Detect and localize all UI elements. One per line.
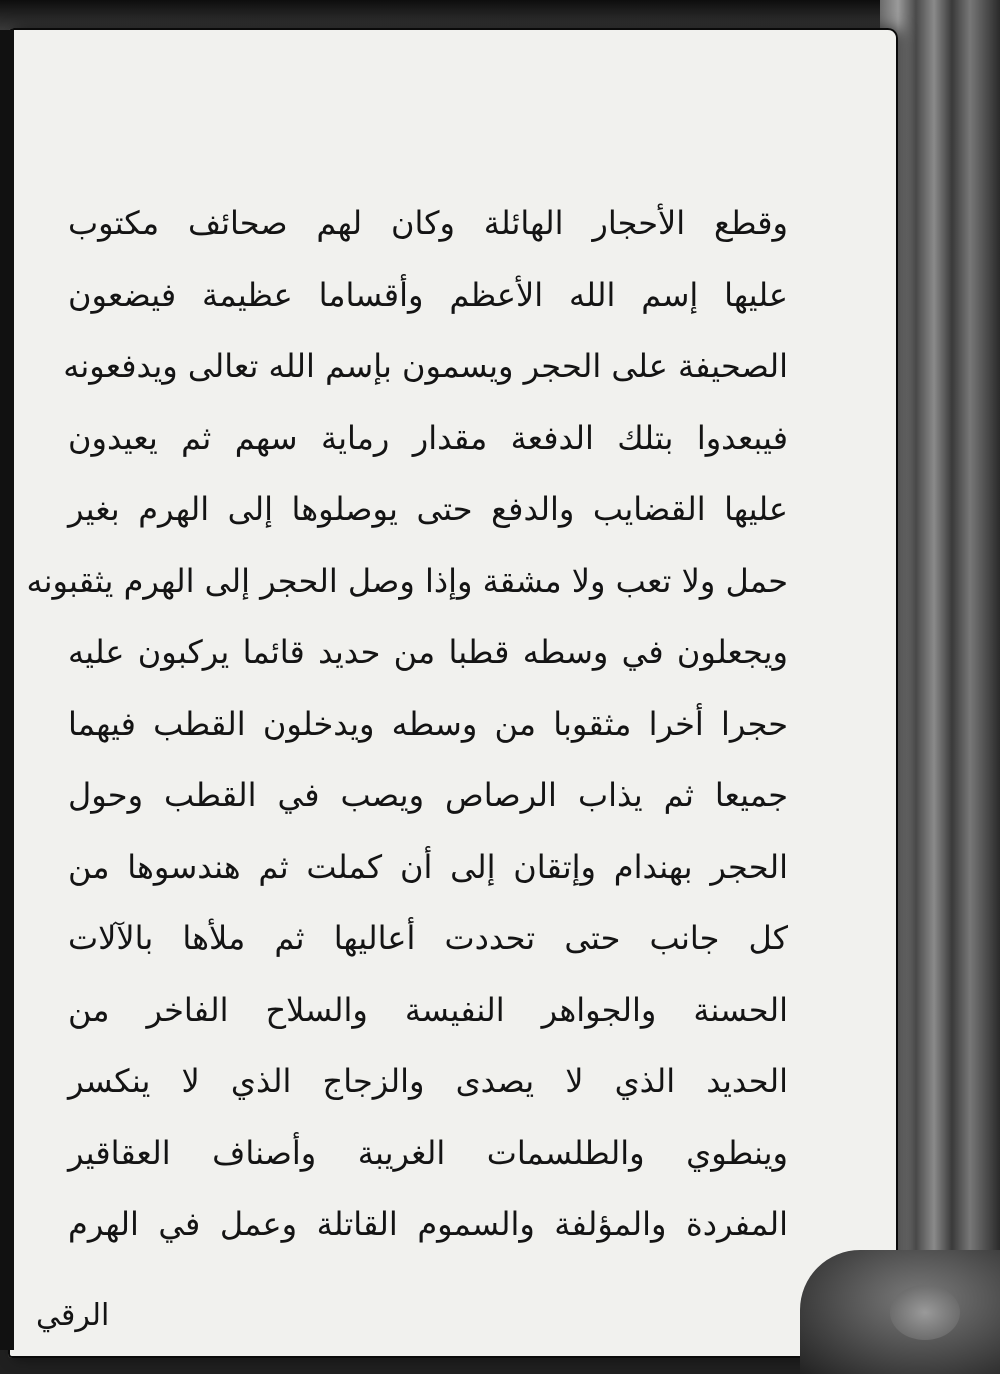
text-line: الصحيفة على الحجر ويسمون بإسم الله تعالى ويدفعونه	[63, 347, 788, 385]
page-stack-edges	[880, 0, 1000, 1374]
scan-left-edge	[0, 30, 14, 1350]
text-line: الحسنة والجواهر النفيسة والسلاح الفاخر من	[68, 990, 788, 1029]
text-line: وينطوي والطلسمات الغريبة وأصناف العقاقير	[68, 1133, 788, 1172]
thumb-nail	[890, 1285, 960, 1340]
text-line: حمل ولا تعب ولا مشقة وإذا وصل الحجر إلى الهرم يثقبونه	[26, 561, 788, 600]
text-line: كل جانب حتى تحددت أعاليها ثم ملأها بالآلات	[68, 919, 788, 957]
manuscript-text-block	[26, 188, 788, 1261]
text-line: الحجر بهندام وإتقان إلى أن كملت ثم هندسوها من	[68, 847, 788, 886]
text-line: الحديد الذي لا يصدى والزجاج الذي لا ينكسر	[68, 1062, 788, 1100]
text-line: وقطع الأحجار الهائلة وكان لهم صحائف مكتوب	[68, 204, 788, 242]
text-line: جميعا ثم يذاب الرصاص ويصب في القطب وحول	[68, 776, 788, 814]
text-line: حجرا أخرا مثقوبا من وسطه ويدخلون القطب فيهما	[68, 704, 788, 743]
text-line: عليها القضايب والدفع حتى يوصلوها إلى الهرم بغير	[68, 490, 788, 528]
scan-top-edge	[0, 0, 1000, 30]
catchword: الرقي	[36, 1298, 110, 1333]
text-line: ويجعلون في وسطه قطبا من حديد قائما يركبون عليه	[68, 633, 788, 671]
text-line: عليها إسم الله الأعظم وأقساما عظيمة فيضعون	[68, 275, 788, 314]
text-line: المفردة والمؤلفة والسموم القاتلة وعمل في الهرم	[68, 1205, 788, 1243]
text-line: فيبعدوا بتلك الدفعة مقدار رماية سهم ثم يعيدون	[68, 418, 788, 457]
manuscript-page	[8, 28, 898, 1358]
